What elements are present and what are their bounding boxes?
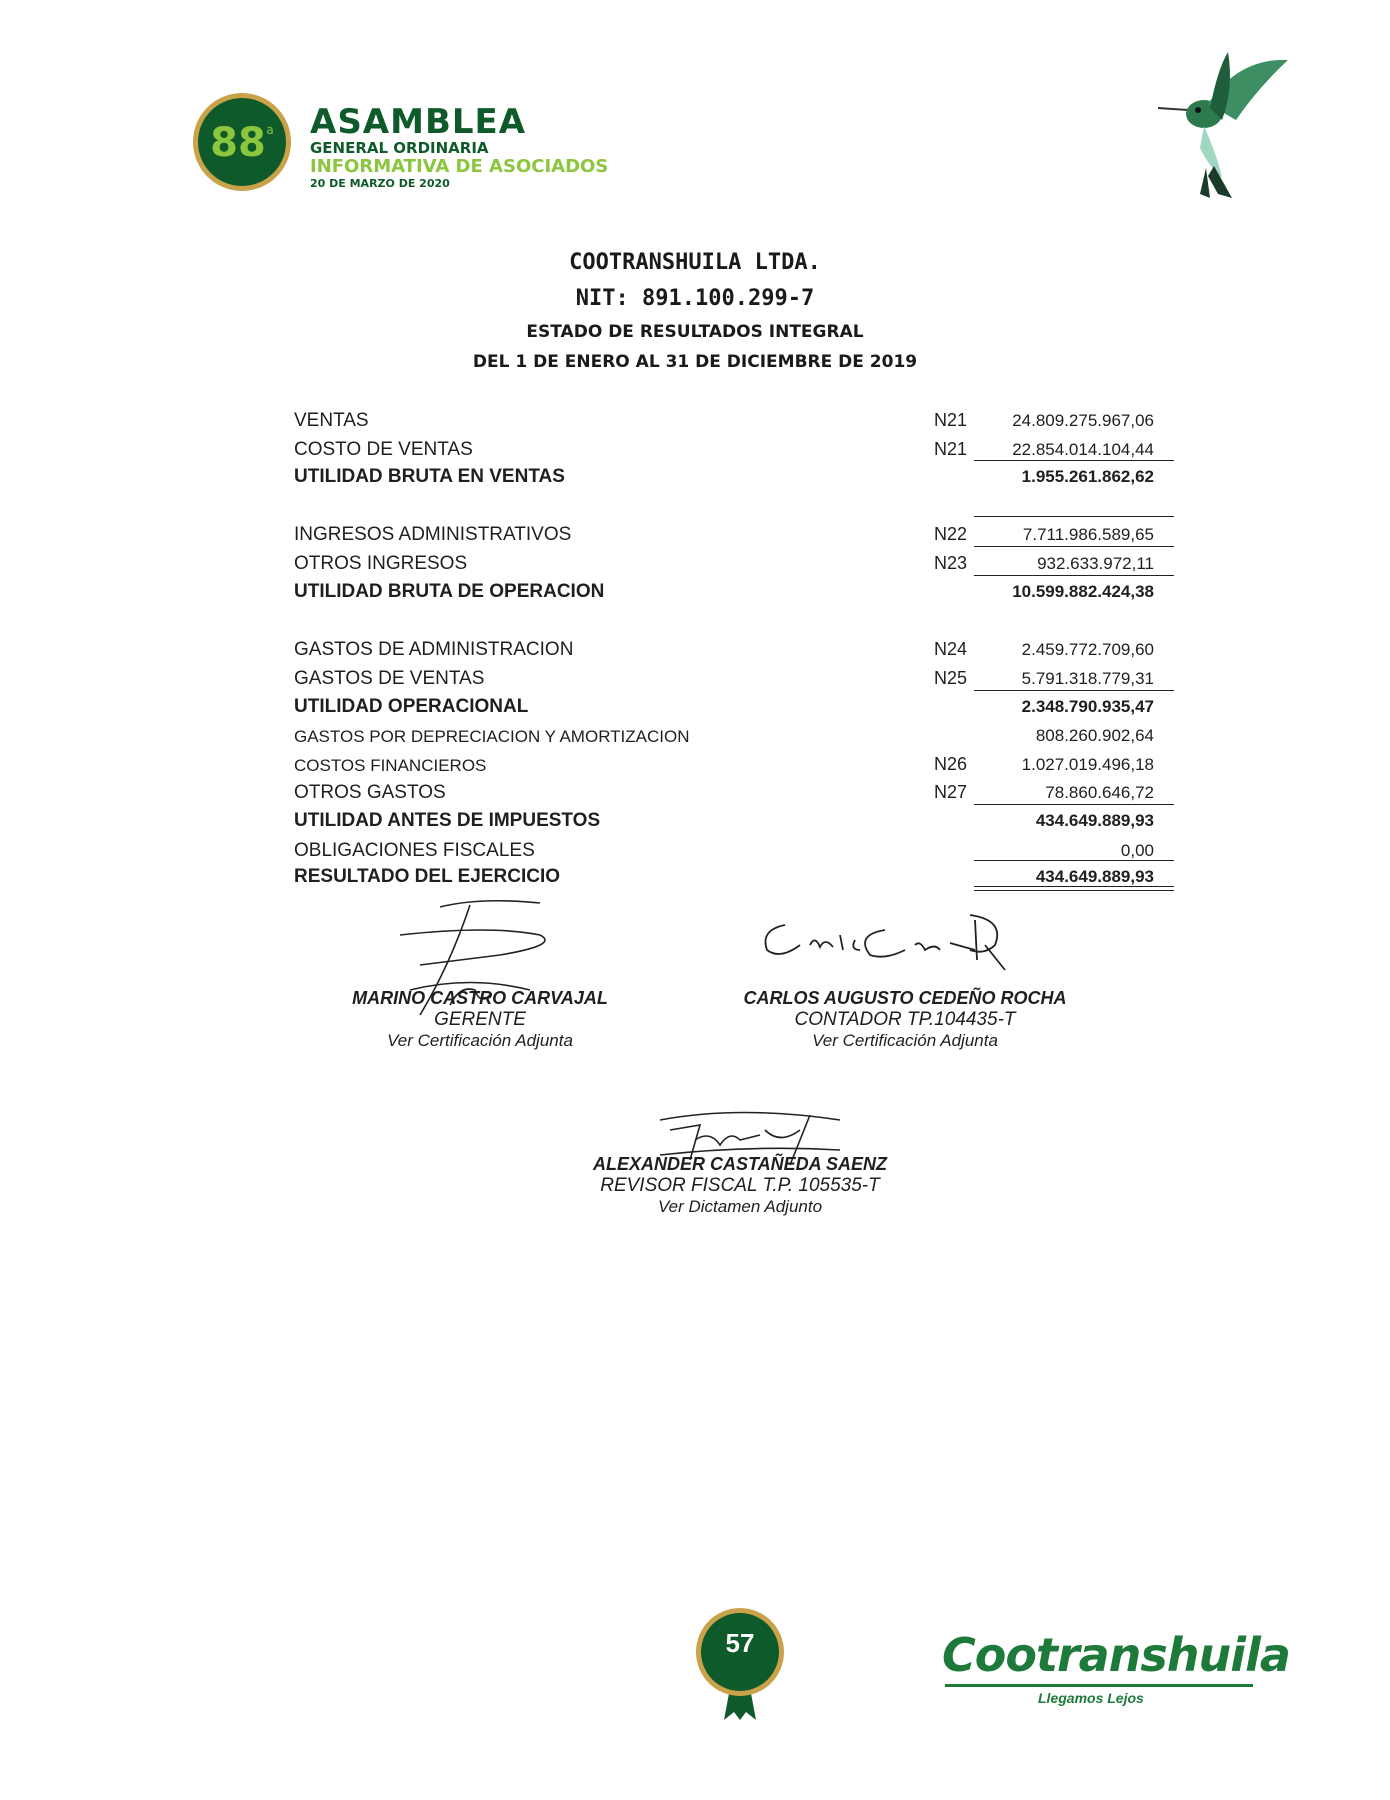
row-label: GASTOS POR DEPRECIACION Y AMORTIZACION — [294, 727, 690, 746]
row-note: N22 — [934, 524, 968, 544]
signer-reference: Ver Dictamen Adjunto — [657, 1197, 823, 1216]
row-value: 0,00 — [1120, 841, 1154, 860]
assembly-line1: ASAMBLEA — [310, 102, 527, 142]
statement-row — [294, 754, 1174, 780]
row-label: UTILIDAD BRUTA DE OPERACION — [294, 581, 605, 602]
row-label: GASTOS DE VENTAS — [294, 668, 485, 689]
statement-row — [294, 639, 1174, 665]
badge-sup: a — [266, 123, 274, 137]
row-label: COSTOS FINANCIEROS — [294, 756, 487, 775]
row-value: 1.955.261.862,62 — [1021, 467, 1154, 486]
row-value: 5.791.318.779,31 — [1021, 669, 1154, 688]
row-value: 434.649.889,93 — [1035, 811, 1154, 830]
statement-row — [294, 810, 1174, 836]
row-label: UTILIDAD ANTES DE IMPUESTOS — [294, 810, 601, 831]
row-value: 1.027.019.496,18 — [1021, 755, 1154, 774]
row-label: UTILIDAD OPERACIONAL — [294, 696, 529, 717]
total-double-line-bottom — [974, 890, 1174, 891]
assembly-line2: GENERAL ORDINARIA — [310, 139, 489, 157]
statement-row — [294, 866, 1174, 892]
row-label: OBLIGACIONES FISCALES — [294, 840, 535, 861]
signer-reference: Ver Certificación Adjunta — [387, 1031, 573, 1050]
row-value: 434.649.889,93 — [1035, 867, 1154, 886]
row-label: GASTOS DE ADMINISTRACION — [294, 639, 574, 660]
row-label: RESULTADO DEL EJERCICIO — [294, 866, 561, 887]
brand-logo-text: Cootranshuila — [942, 1628, 1290, 1682]
brand-underline — [945, 1684, 1253, 1687]
subtotal-line — [974, 804, 1174, 805]
row-label: OTROS GASTOS — [294, 782, 446, 803]
row-label: COSTO DE VENTAS — [294, 439, 473, 460]
signer-name: MARINO CASTRO CARVAJAL — [352, 988, 608, 1008]
period-title: DEL 1 DE ENERO AL 31 DE DICIEMBRE DE 2019 — [472, 352, 918, 372]
row-label: VENTAS — [294, 410, 369, 431]
total-double-line-top — [974, 886, 1174, 887]
company-title: COOTRANSHUILA LTDA. — [569, 250, 821, 275]
page-number: 57 — [725, 1628, 755, 1658]
assembly-date: 20 DE MARZO DE 2020 — [310, 177, 450, 190]
subtotal-line — [974, 690, 1174, 691]
row-value: 10.599.882.424,38 — [1012, 582, 1154, 601]
nit-title: NIT: 891.100.299-7 — [575, 286, 815, 311]
subtotal-line — [974, 516, 1174, 517]
signature-block-contador — [715, 988, 1095, 1051]
statement-row — [294, 840, 1174, 866]
row-note: N23 — [934, 553, 968, 573]
badge-number: 88 — [210, 120, 266, 166]
row-note: N21 — [934, 410, 968, 430]
statement-row — [294, 581, 1174, 607]
signature-icon — [755, 905, 1035, 985]
brand-slogan: Llegamos Lejos — [1038, 1690, 1144, 1706]
statement-title: ESTADO DE RESULTADOS INTEGRAL — [526, 322, 864, 342]
row-note: N25 — [934, 668, 968, 688]
row-label: UTILIDAD BRUTA EN VENTAS — [294, 466, 565, 487]
statement-row — [294, 439, 1174, 465]
signature-block-revisor — [540, 1154, 940, 1217]
signer-role: REVISOR FISCAL T.P. 105535-T — [600, 1175, 880, 1196]
row-value: 22.854.014.104,44 — [1012, 440, 1154, 459]
assembly-line3: INFORMATIVA DE ASOCIADOS — [310, 156, 609, 177]
row-label: INGRESOS ADMINISTRATIVOS — [294, 524, 572, 545]
subtotal-line — [974, 460, 1174, 461]
subtotal-line — [974, 546, 1174, 547]
statement-row — [294, 725, 1174, 751]
row-value: 24.809.275.967,06 — [1012, 411, 1154, 430]
subtotal-line — [974, 860, 1174, 861]
row-value: 808.260.902,64 — [1035, 726, 1154, 745]
row-value: 7.711.986.589,65 — [1022, 525, 1154, 544]
row-value: 78.860.646,72 — [1045, 783, 1154, 802]
signature-block-gerente — [330, 988, 630, 1051]
row-note: N21 — [934, 439, 968, 459]
subtotal-line — [974, 575, 1174, 576]
row-value: 2.348.790.935,47 — [1021, 697, 1154, 716]
row-value: 2.459.772.709,60 — [1021, 640, 1154, 659]
assembly-heading — [310, 104, 608, 191]
signer-role: CONTADOR TP.104435-T — [794, 1009, 1016, 1030]
row-note: N26 — [934, 754, 968, 774]
signer-name: ALEXANDER CASTAÑEDA SAENZ — [592, 1154, 887, 1174]
signer-reference: Ver Certificación Adjunta — [812, 1031, 998, 1050]
statement-row — [294, 410, 1174, 436]
hummingbird-icon — [1148, 48, 1298, 198]
row-note: N24 — [934, 639, 968, 659]
row-label: OTROS INGRESOS — [294, 553, 468, 574]
page-number-badge — [694, 1608, 786, 1720]
signer-role: GERENTE — [434, 1009, 526, 1030]
signer-name: CARLOS AUGUSTO CEDEÑO ROCHA — [743, 988, 1067, 1008]
statement-row — [294, 466, 1174, 492]
row-note: N27 — [934, 782, 968, 802]
assembly-88-badge — [192, 92, 292, 192]
statement-row — [294, 696, 1174, 722]
row-value: 932.633.972,11 — [1037, 554, 1154, 573]
